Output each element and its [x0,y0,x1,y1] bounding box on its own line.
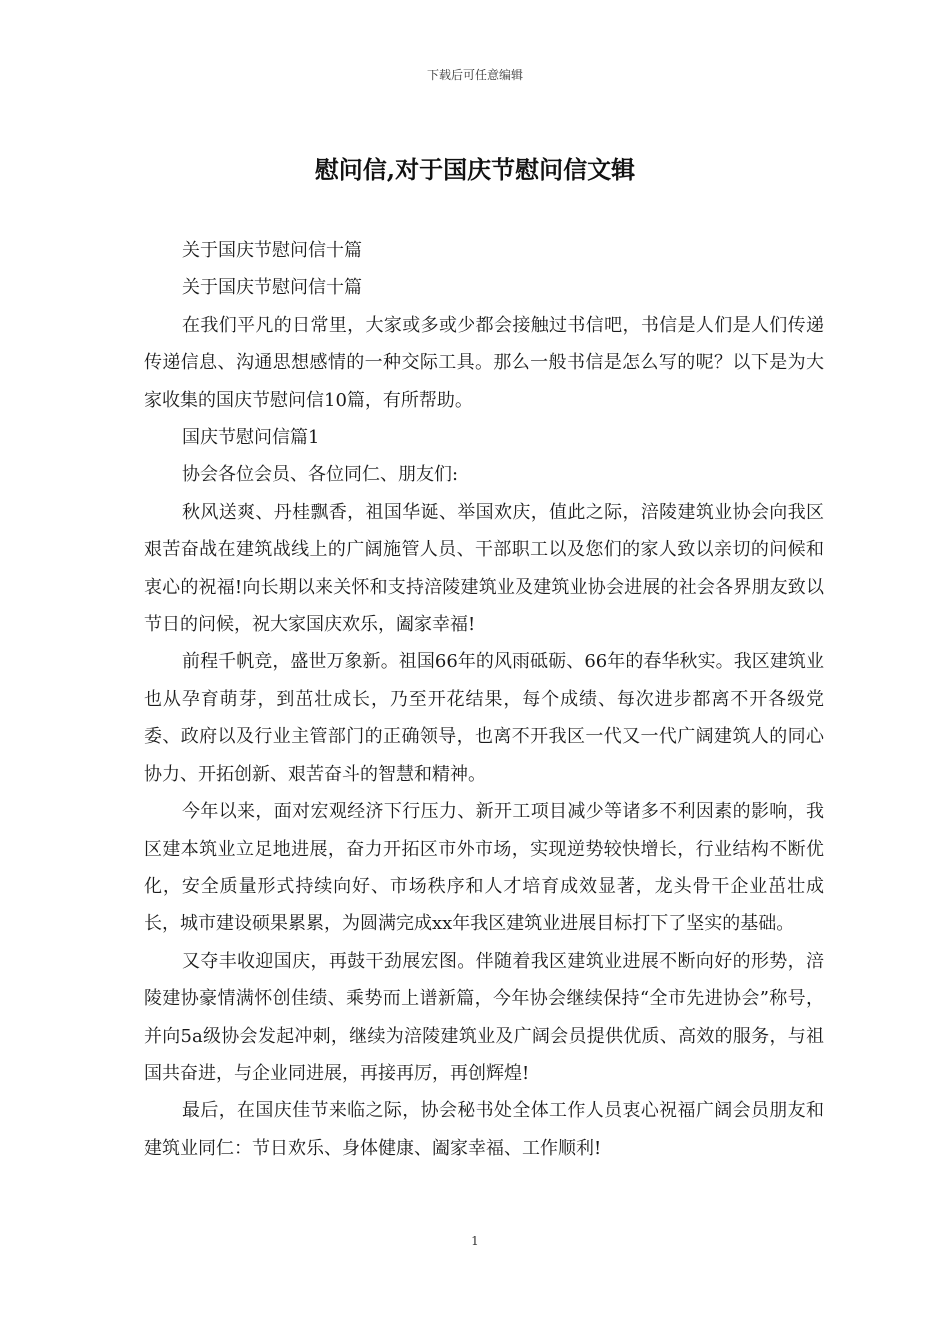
paragraph-body: 前程千帆竞，盛世万象新。祖国66年的风雨砥砺、66年的春华秋实。我区建筑业也从孕育萌芽，到茁壮成长，乃至开花结果，每个成绩、每次进步都离不开各级党委、政府以及行业主管部门的正确领导，也离不开我区一代又一代广阔建筑人的同心协力、开拓创新、艰苦奋斗的智慧和精神。 [144,651,824,785]
header-note: 下载后可任意编辑 [426,68,523,82]
paragraph-subtitle-1: 关于国庆节慰问信十篇 [182,240,362,261]
document-title: 慰问信,对于国庆节慰问信文辑 [314,155,636,184]
paragraph-subtitle-2: 关于国庆节慰问信十篇 [182,277,362,299]
paragraph-section-heading: 国庆节慰问信篇1 [182,427,320,449]
paragraph-salutation: 协会各位会员、各位同仁、朋友们: [182,464,459,486]
paragraph-intro: 在我们平凡的日常里，大家或多或少都会接触过书信吧，书信是人们是人们传递传递信息、沟通思想感情的一种交际工具。那么一般书信是怎么写的呢？以下是为大家收集的国庆节慰问信10篇，有所帮助。 [144,314,824,411]
paragraph-closing: 最后，在国庆佳节来临之际，协会秘书处全体工作人员衷心祝福广阔会员朋友和建筑业同仁：节日欢乐、身体健康、阖家幸福、工作顺利! [144,1100,824,1159]
paragraph-body: 今年以来，面对宏观经济下行压力、新开工项目减少等诸多不利因素的影响，我区建本筑业立足地进展，奋力开拓区市外市场，实现逆势较快增长，行业结构不断优化，安全质量形式持续向好、市场秩序和人才培育成效显著，龙头骨干企业茁壮成长，城市建设硕果累累，为圆满完成xx年我区建筑业进展目标打下了坚实的基础。 [144,801,824,935]
page-number: 1 [471,1234,479,1248]
document-body [144,232,824,1167]
paragraph-body: 又夺丰收迎国庆，再鼓干劲展宏图。伴随着我区建筑业进展不断向好的形势，涪陵建协豪情满怀创佳绩、乘势而上谱新篇，今年协会继续保持“全市先进协会”称号，并向5a级协会发起冲刺，继续为涪陵建筑业及广阔会员提供优质、高效的服务，与祖国共奋进，与企业同进展，再接再厉，再创辉煌! [144,950,824,1084]
paragraph-body: 秋风送爽、丹桂飘香，祖国华诞、举国欢庆，值此之际，涪陵建筑业协会向我区艰苦奋战在建筑战线上的广阔施管人员、干部职工以及您们的家人致以亲切的问候和衷心的祝福!向长期以来关怀和支持涪陵建筑业及建筑业协会进展的社会各界朋友致以节日的问候，祝大家国庆欢乐，阖家幸福! [144,501,824,636]
